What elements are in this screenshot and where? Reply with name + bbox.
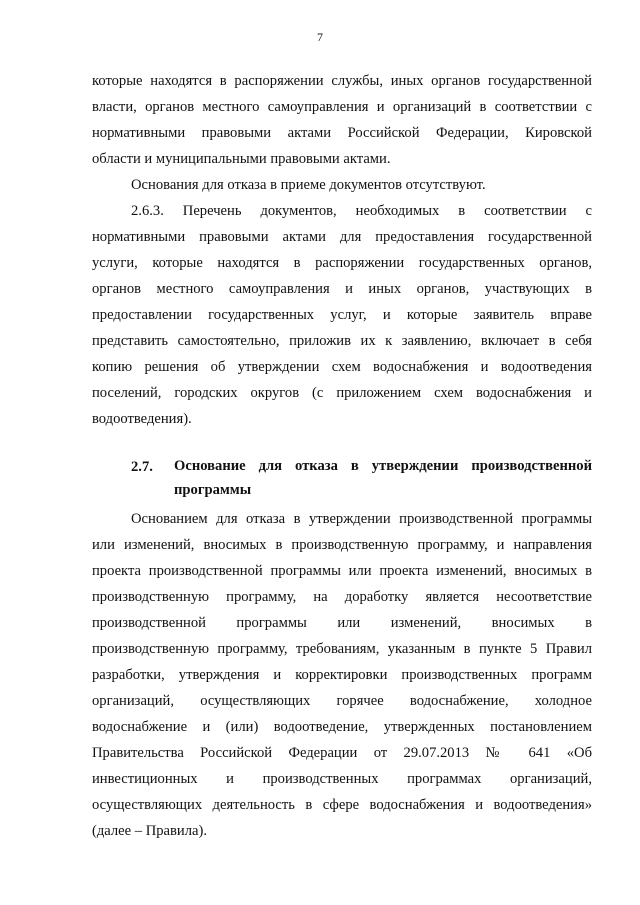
text-line: водоснабжение и (или) водоотведение, утвержденных постановлением <box>92 719 592 735</box>
text-line: власти, органов местного самоуправления и организаций в соответствии с <box>92 99 592 115</box>
text-line: водоотведения). <box>92 411 192 427</box>
text-line: органов местного самоуправления и иных органов, участвующих в <box>92 281 592 297</box>
text-line: производственной программы или изменений, вносимых в <box>92 615 592 631</box>
text-line: услуги, которые находятся в распоряжении государственных органов, <box>92 255 592 271</box>
text-line: Правительства Российской Федерации от 29.07.2013 № 641 «Об <box>92 745 592 761</box>
page-number: 7 <box>317 30 323 44</box>
text-line: разработки, утверждения и корректировки производственных программ <box>92 667 592 683</box>
text-line: или изменений, вносимых в производственную программу, и направления <box>92 537 592 553</box>
text-line: производственную программу, на доработку является несоответствие <box>92 589 592 605</box>
text-line: нормативными правовыми актами Российской Федерации, Кировской <box>92 125 592 141</box>
text-line: представить самостоятельно, приложив их к заявлению, включает в себя <box>92 333 592 349</box>
text-line: проекта производственной программы или проекта изменений, вносимых в <box>92 563 592 579</box>
text-line: которые находятся в распоряжении службы, иных органов государственной <box>92 73 592 89</box>
section-number: 2.7. <box>131 459 153 475</box>
section-title-line: программы <box>174 482 252 498</box>
text-line: осуществляющих деятельность в сфере водоснабжения и водоотведения» <box>92 797 592 813</box>
text-line: Основания для отказа в приеме документов отсутствуют. <box>131 177 486 193</box>
section-title-line: Основание для отказа в утверждении производственной <box>174 458 592 474</box>
text-line: 2.6.3. Перечень документов, необходимых в соответствии с <box>131 203 592 219</box>
text-line: поселений, городских округов (с приложением схем водоснабжения и <box>92 385 592 401</box>
text-line: нормативными правовыми актами для предоставления государственной <box>92 229 592 245</box>
text-line: предоставлении государственных услуг, и которые заявитель вправе <box>92 307 592 323</box>
text-line: области и муниципальными правовыми актами. <box>92 151 391 167</box>
text-line: (далее – Правила). <box>92 823 208 839</box>
text-line: инвестиционных и производственных программах организаций, <box>92 771 592 787</box>
text-line: Основанием для отказа в утверждении производственной программы <box>131 511 592 527</box>
text-line: копию решения об утверждении схем водоснабжения и водоотведения <box>92 359 592 375</box>
text-line: производственную программу, требованиям, указанным в пункте 5 Правил <box>92 641 592 657</box>
text-line: организаций, осуществляющих горячее водоснабжение, холодное <box>92 693 592 709</box>
